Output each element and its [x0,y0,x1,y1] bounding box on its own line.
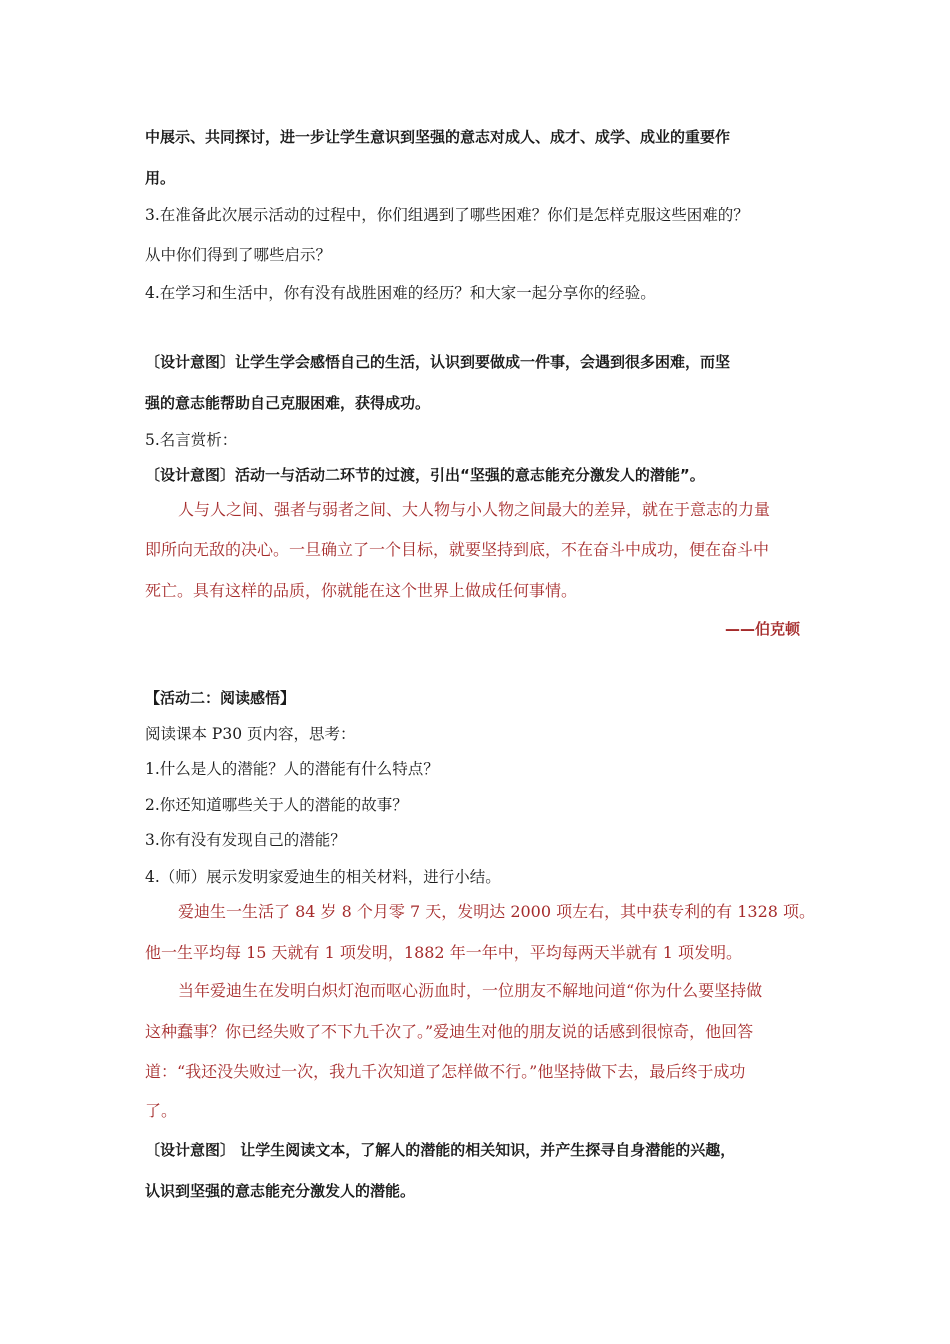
question-3-line: 3.在准备此次展示活动的过程中，你们组遇到了哪些困难？你们是怎样克服这些困难的？ [145,206,749,224]
edison-material-line: 爱迪生一生活了 84 岁 8 个月零 7 天，发明达 2000 项左右，其中获专利的有 1328 项。 [178,902,816,921]
intent-paragraph-line: 中展示、共同探讨，进一步让学生意识到坚强的意志对成人、成才、成学、成业的重要作 [145,128,731,146]
question-3-line: 从中你们得到了哪些启示？ [145,246,332,264]
edison-material-line: 他一生平均每 15 天就有 1 项发明，1882 年一年中，平均每两天半就有 1 项发明。 [145,943,743,962]
quote-heading: 5.名言赏析： [145,431,238,449]
question-item: 3.你有没有发现自己的潜能？ [145,831,346,849]
quote-line: 人与人之间、强者与弱者之间、大人物与小人物之间最大的差异，就在于意志的力量 [178,500,771,519]
design-intent-line: 〔设计意图〕让学生学会感悟自己的生活，认识到要做成一件事，会遇到很多困难，而坚 [145,353,731,371]
quote-line: 死亡。具有这样的品质，你就能在这个世界上做成任何事情。 [145,581,578,600]
question-item: 2.你还知道哪些关于人的潜能的故事？ [145,796,408,814]
question-item: 1.什么是人的潜能？人的潜能有什么特点？ [145,760,439,778]
quote-line: 即所向无敌的决心。一旦确立了一个目标，就要坚持到底，不在奋斗中成功，便在奋斗中 [145,540,770,559]
question-item: 4.（师）展示发明家爱迪生的相关材料，进行小结。 [145,868,501,886]
quote-author: ——伯克顿 [724,620,800,638]
design-intent-line: 认识到坚强的意志能充分激发人的潜能。 [145,1182,416,1200]
edison-story-line: 了。 [145,1101,178,1120]
intent-paragraph-line: 用。 [145,169,176,187]
activity-two-heading: 【活动二：阅读感悟】 [145,689,296,707]
design-intent-line: 强的意志能帮助自己克服困难，获得成功。 [145,394,431,412]
design-intent-line: 〔设计意图〕 让学生阅读文本，了解人的潜能的相关知识，并产生探寻自身潜能的兴趣， [145,1141,736,1159]
reading-instruction: 阅读课本 P30 页内容，思考： [145,725,356,743]
edison-story-line: 这种蠢事？你已经失败了不下九千次了。”爱迪生对他的朋友说的话感到很惊奇，他回答 [145,1022,754,1041]
edison-story-line: 道：“我还没失败过一次，我九千次知道了怎样做不行。”他坚持做下去，最后终于成功 [145,1062,746,1081]
design-intent-line: 〔设计意图〕活动一与活动二环节的过渡，引出“坚强的意志能充分激发人的潜能”。 [145,466,705,484]
edison-story-line: 当年爱迪生在发明白炽灯泡而呕心沥血时，一位朋友不解地问道“你为什么要坚持做 [178,981,763,1000]
question-4: 4.在学习和生活中，你有没有战胜困难的经历？和大家一起分享你的经验。 [145,284,656,302]
